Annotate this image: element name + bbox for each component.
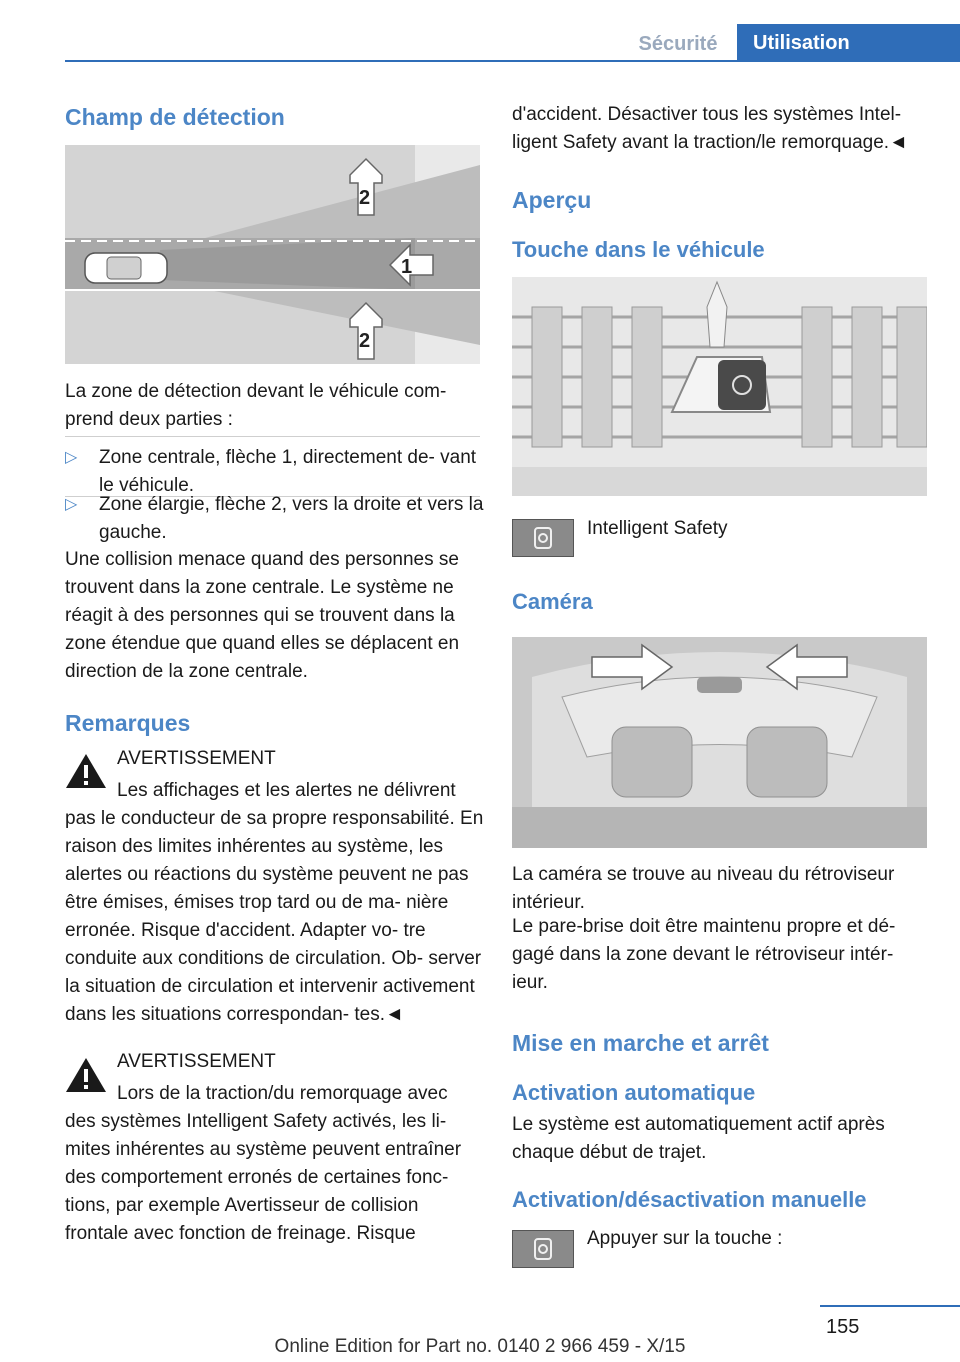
section-title-detection: Champ de détection bbox=[65, 104, 285, 130]
section-title-apercu: Aperçu bbox=[512, 187, 592, 213]
subsection-title-manuelle: Activation/désactivation manuelle bbox=[512, 1187, 867, 1212]
camera-paragraph-1: La caméra se trouve au niveau du rétroviseur intérieur. bbox=[512, 864, 895, 913]
triangle-bullet-icon: ▷ bbox=[65, 449, 78, 466]
warning-text-first-line: Les affichages et les alertes ne délivrent bbox=[117, 780, 456, 801]
fig-label-1: 1 bbox=[401, 256, 413, 278]
header-tab-utilisation[interactable]: Utilisation bbox=[737, 24, 960, 62]
subsection-title-touche: Touche dans le véhicule bbox=[512, 237, 765, 262]
header-rule bbox=[65, 60, 960, 62]
warning-label: AVERTISSEMENT bbox=[117, 1051, 276, 1072]
camera-illustration bbox=[512, 637, 927, 848]
footer-rule bbox=[820, 1305, 960, 1307]
header-tab-securite[interactable]: Sécurité bbox=[638, 33, 718, 55]
warning-text-continued: d'accident. Désactiver tous les systèmes Intel- ligent Safety avant la traction/le remorquage.◄ bbox=[512, 104, 908, 153]
footer-edition: Online Edition for Part no. 0140 2 966 459 - X/15 bbox=[274, 1336, 686, 1357]
list-separator bbox=[65, 436, 480, 437]
fig-label-2-top: 2 bbox=[359, 187, 371, 209]
detection-intro: La zone de détection devant le véhicule com- prend deux parties : bbox=[65, 381, 447, 430]
auto-paragraph: Le système est automatiquement actif après chaque début de trajet. bbox=[512, 1114, 885, 1163]
camera-paragraph-2: Le pare-brise doit être maintenu propre et dé- gagé dans la zone devant le rétroviseur intér- ieur. bbox=[512, 916, 896, 993]
warning-triangle-icon bbox=[65, 1056, 107, 1094]
intelligent-safety-button-icon bbox=[512, 1230, 574, 1268]
page-number: 155 bbox=[826, 1316, 860, 1338]
figure-camera bbox=[512, 637, 927, 848]
section-title-remarques: Remarques bbox=[65, 710, 191, 736]
intelligent-safety-button-icon bbox=[512, 519, 574, 557]
button-label: Intelligent Safety bbox=[587, 518, 728, 539]
warning-text: pas le conducteur de sa propre responsabilité. En raison des limites inhérentes au système, les alertes ou réactions du système peuvent ne pas être émises, émises trop tard ou de ma- nière erronée. Risque d'accident. Adapter vo- tre conduite aux conditions de circulation. Ob- server la situation de circulation et intervenir activement dans les situations correspondan- tes.◄ bbox=[65, 808, 484, 1025]
section-title-marche: Mise en marche et arrêt bbox=[512, 1030, 769, 1056]
vehicle-button-illustration bbox=[512, 277, 927, 496]
fig-label-2-bottom: 2 bbox=[359, 330, 371, 352]
warning-label: AVERTISSEMENT bbox=[117, 748, 276, 769]
warning-text-first-line: Lors de la traction/du remorquage avec bbox=[117, 1083, 448, 1104]
warning-triangle-icon bbox=[65, 752, 107, 790]
figure-vehicle-button bbox=[512, 277, 927, 496]
subsection-title-camera: Caméra bbox=[512, 589, 593, 614]
detection-diagram bbox=[65, 145, 480, 364]
figure-detection-field bbox=[65, 145, 480, 364]
warning-text: des systèmes Intelligent Safety activés, les li- mites inhérentes au système peuvent entraîner des comportement erronés de certaines fonc- tions, par exemple Avertisseur de collision frontale avec fonction de freinage. Risque bbox=[65, 1111, 462, 1244]
subsection-title-auto: Activation automatique bbox=[512, 1080, 756, 1105]
triangle-bullet-icon: ▷ bbox=[65, 496, 78, 513]
manuelle-paragraph: Appuyer sur la touche : bbox=[587, 1228, 783, 1249]
detection-paragraph: Une collision menace quand des personnes se trouvent dans la zone centrale. Le système ne réagit à des personnes qui se trouvent dans la zone étendue que quand elles se déplacent en direction de la zone centrale. bbox=[65, 549, 460, 682]
